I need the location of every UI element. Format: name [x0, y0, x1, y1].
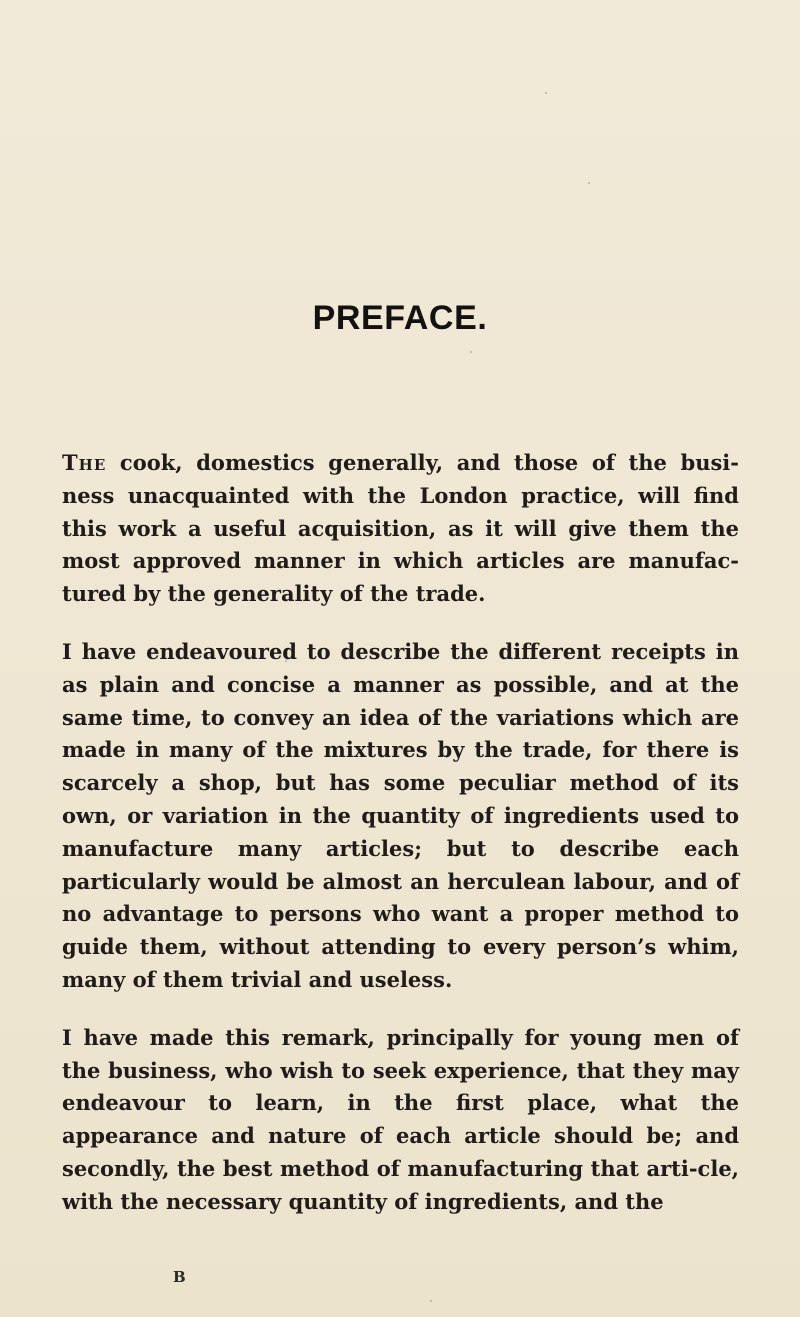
paper-speck: [588, 182, 590, 184]
paragraph-lead: The: [62, 450, 107, 475]
paper-speck: [470, 351, 472, 353]
paragraph-3-text: I have made this remark, principally for young men of the business, who wish to seek experience, that they may endeavour to learn, in the first place, what the appearance and nature of each article should be; and secondly, the best method of manufacturing that arti-cle, with the necessary quantity of ingredients, and the: [62, 1024, 739, 1214]
paragraph-2-text: I have endeavoured to describe the different receipts in as plain and concise a manner as possible, and at the same time, to convey an idea of the variations which are made in many of the mixtures by the trade, for there is scarcely a shop, but has some peculiar method of its own, or variation in the quantity of ingredients used to manufacture many articles; but to describe each particularly would be almost an herculean labour, and of no advantage to persons who want a proper method to guide them, without attending to every person’s whim, many of them trivial and useless.: [62, 638, 739, 992]
paper-speck: [545, 92, 547, 94]
paragraph-1: [62, 447, 739, 611]
paper-speck: [430, 1300, 432, 1302]
paragraph-3: [62, 1022, 739, 1219]
paragraph-2: [62, 636, 739, 997]
preface-body: [62, 447, 739, 1244]
page-title: PREFACE.: [312, 298, 488, 337]
signature-mark: B: [173, 1268, 186, 1286]
paragraph-1-text: cook, domestics generally, and those of the busi-ness unacquainted with the London practice, will find this work a useful acquisition, as it will give them the most approved manner in which articles are manufac-tured by the generality of the trade.: [62, 450, 739, 607]
